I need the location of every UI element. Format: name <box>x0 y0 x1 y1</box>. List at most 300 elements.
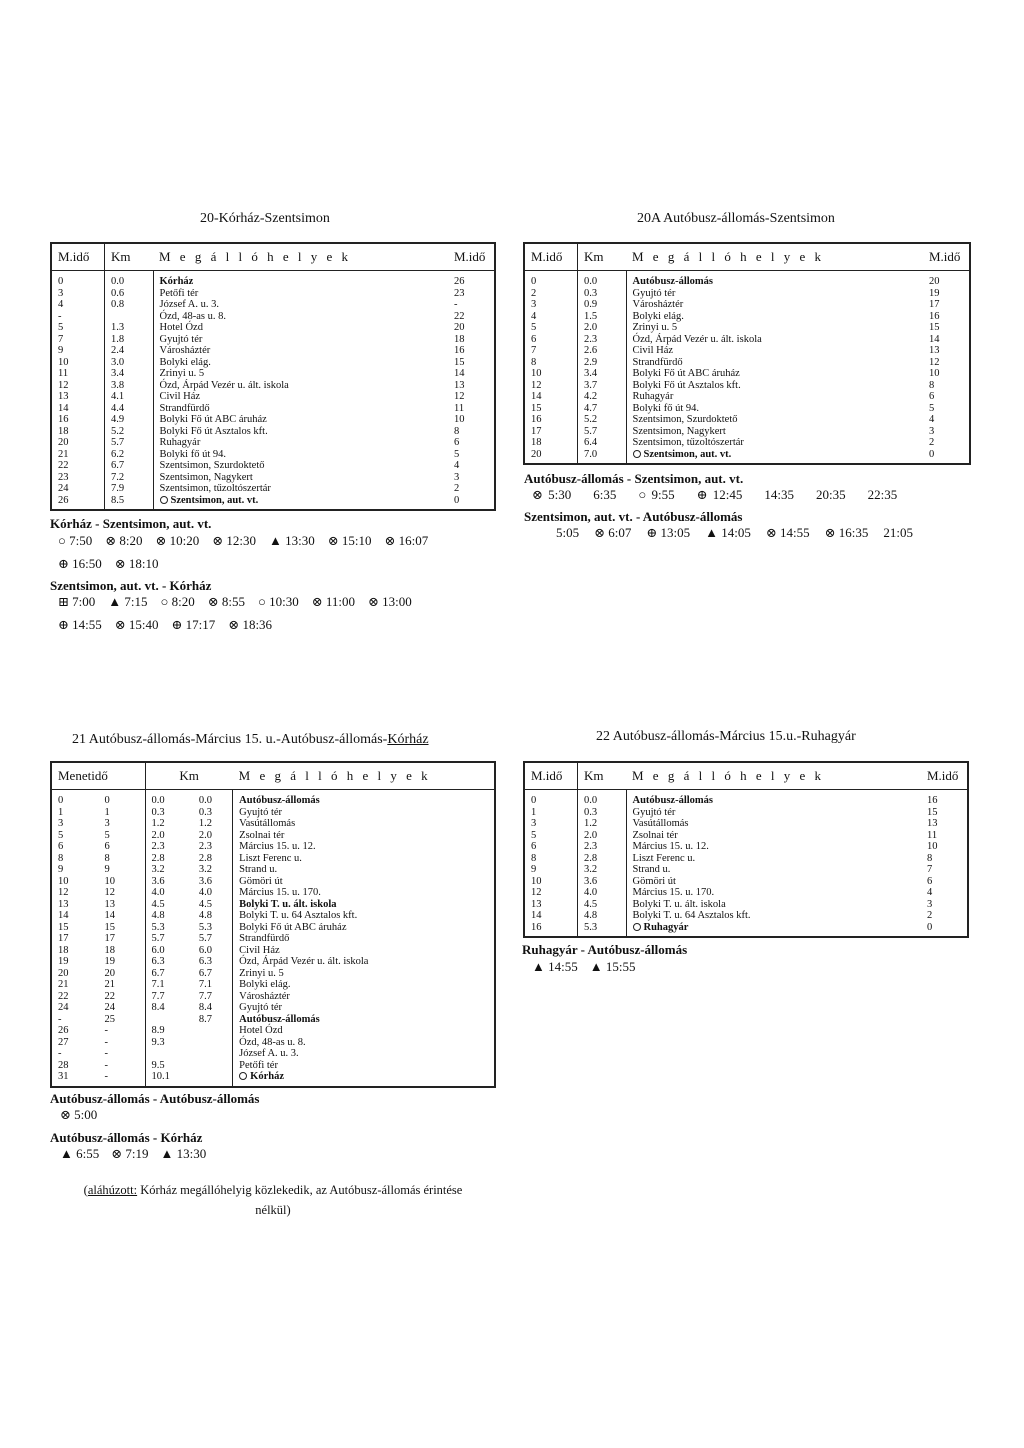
cell-value <box>193 1037 233 1049</box>
cell-value: 7.1 <box>151 979 165 990</box>
stop-name: Ózd, Árpád Vezér u. ált. iskola <box>626 334 923 346</box>
cell-value: 9.5 <box>151 1059 165 1071</box>
stop-name: Hotel Ózd <box>233 1025 495 1037</box>
table-row <box>524 449 970 465</box>
cell-value: 4.2 <box>584 391 598 402</box>
cell-value: 3.4 <box>111 368 125 379</box>
cell-value: 8.4 <box>198 1002 213 1013</box>
cell-value: 2.6 <box>584 345 598 356</box>
table-row <box>524 368 970 380</box>
route-21-dir2-departures <box>60 1146 218 1162</box>
cell-value: 2.3 <box>584 333 598 345</box>
cell-value: 16 <box>454 345 465 356</box>
table-21-title-underlined: Kórház <box>387 732 429 747</box>
cell-value: 3.6 <box>584 875 598 887</box>
col-header-stops: M e g á l l ó h e l y e k <box>626 243 923 271</box>
cell-value: 13 <box>58 898 69 910</box>
cell-value: 26 <box>454 276 465 287</box>
footnote-underlined-label: aláhúzott: <box>87 1183 138 1197</box>
cell-value: 18 <box>99 945 146 957</box>
cell-value: 15 <box>454 356 465 368</box>
table-row <box>524 271 970 288</box>
cell-value: 26 <box>51 495 105 511</box>
cell-value: 2 <box>454 483 460 494</box>
cell-value: 3.4 <box>584 368 598 379</box>
route-21-dir1-title: Autóbusz-állomás - Autóbusz-állomás <box>50 1091 260 1106</box>
departure-time: ⊕ 16:50 <box>58 556 102 571</box>
table-row <box>524 876 968 888</box>
stop-name: Strandfürdő <box>233 933 495 945</box>
cell-value: 6.3 <box>151 956 165 967</box>
cell-value: 1.2 <box>198 818 213 829</box>
col-header-stops: M e g á l l ó h e l y e k <box>233 762 495 790</box>
cell-value: 6.7 <box>111 460 125 471</box>
stop-name: Strandfürdő <box>153 403 448 415</box>
cell-value: 6 <box>99 841 146 853</box>
cell-value: 18 <box>454 333 465 345</box>
cell-value: 20 <box>524 449 578 465</box>
stop-name: Szentsimon, aut. vt. <box>153 495 448 511</box>
departure-time: ⊗ 5:00 <box>60 1107 98 1122</box>
stop-name: Zrinyi u. 5 <box>626 322 923 334</box>
stop-name: Városháztér <box>626 299 923 311</box>
cell-value: 1 <box>99 807 146 819</box>
cell-value: 4.8 <box>198 910 213 921</box>
stop-name: Gyujtó tér <box>626 288 923 300</box>
cell-value: 3 <box>927 898 933 910</box>
departure-time: ⊗ 12:30 <box>212 533 257 548</box>
cell-value: 16 <box>524 414 578 426</box>
cell-value <box>193 1025 233 1037</box>
table-row <box>51 887 495 899</box>
cell-value: 4.8 <box>151 910 165 921</box>
cell-value: 3.2 <box>151 864 165 875</box>
cell-value: 21 <box>58 979 69 990</box>
stop-name: Bolyki T. u. 64 Asztalos kft. <box>626 910 921 922</box>
table-row <box>524 426 970 438</box>
cell-value: 26 <box>58 1025 69 1036</box>
route-20-dir1-departures-2 <box>58 556 172 572</box>
cell-value: 6 <box>929 391 935 402</box>
stop-name: Bolyki Fő út ABC áruház <box>233 922 495 934</box>
cell-value: 5.2 <box>111 425 125 437</box>
cell-value: 0.0 <box>584 795 598 806</box>
col-header-travel-time-back: M.idő <box>923 243 970 271</box>
timetable-21 <box>50 761 496 1088</box>
cell-value: 8 <box>929 379 935 391</box>
cell-value: 12 <box>51 380 105 392</box>
table-row <box>51 945 495 957</box>
table-row <box>51 1014 495 1026</box>
stop-name: Autóbusz-állomás <box>233 1014 495 1026</box>
cell-value: 5 <box>454 448 460 460</box>
cell-value: 3.7 <box>584 379 598 391</box>
cell-value: 5.3 <box>151 921 165 933</box>
table-row <box>51 991 495 1003</box>
table-row <box>51 403 495 415</box>
cell-value: 12 <box>99 887 146 899</box>
cell-value: 5.3 <box>198 921 213 933</box>
cell-value: 8 <box>927 852 933 864</box>
cell-value: 6.7 <box>198 967 213 979</box>
cell-value: 14 <box>58 910 69 921</box>
cell-value: 3 <box>524 818 578 830</box>
cell-value: 20 <box>58 967 69 979</box>
departure-time: ▲ 15:55 <box>589 959 636 974</box>
cell-value: 6 <box>927 875 933 887</box>
table-row <box>524 380 970 392</box>
cell-value: 0 <box>524 790 578 807</box>
stop-name: Kórház <box>233 1071 495 1087</box>
table-row <box>524 841 968 853</box>
departure-time: ⊗ 8:20 <box>105 533 143 548</box>
table-row <box>51 933 495 945</box>
departure-time: ⊕ 17:17 <box>171 617 216 632</box>
stop-name: Zrinyi u. 5 <box>153 368 448 380</box>
stop-name: Március 15. u. 12. <box>626 841 921 853</box>
cell-value: 12 <box>58 887 69 898</box>
cell-value: 4.0 <box>584 887 598 898</box>
col-header-travel-time: M.idő <box>51 243 105 271</box>
stop-name: Autóbusz-állomás <box>233 790 495 807</box>
cell-value: 10 <box>524 368 578 380</box>
cell-value: 2.4 <box>111 345 125 356</box>
cell-value: 15 <box>927 806 938 818</box>
route-20-dir1-departures <box>58 533 441 549</box>
cell-value: 5.7 <box>151 933 165 944</box>
table-row <box>51 899 495 911</box>
cell-value: 6 <box>58 841 64 852</box>
cell-value: 12 <box>929 356 940 368</box>
table-row <box>524 414 970 426</box>
table-row <box>524 437 970 449</box>
cell-value: 4.5 <box>151 898 165 910</box>
col-header-stops: M e g á l l ó h e l y e k <box>153 243 448 271</box>
cell-value: 12 <box>524 887 578 899</box>
route-20a-dir2-title: Szentsimon, aut. vt. - Autóbusz-állomás <box>524 509 743 524</box>
table-row <box>51 288 495 300</box>
cell-value: 11 <box>927 829 938 841</box>
cell-value: 6.2 <box>111 448 125 460</box>
stop-name: Bolyki Fő út Asztalos kft. <box>153 426 448 438</box>
cell-value: 6.0 <box>151 944 165 956</box>
cell-value: 4 <box>524 311 578 323</box>
cell-value: 4 <box>51 299 105 311</box>
stop-name: Gyujtó tér <box>233 1002 495 1014</box>
cell-value: 5.7 <box>111 437 125 448</box>
cell-value: 18 <box>58 944 69 956</box>
cell-value: 23 <box>454 287 465 299</box>
table-row <box>51 299 495 311</box>
route-21-dir1-departures <box>60 1107 109 1123</box>
stop-name: Szentsimon, Szurdoktető <box>626 414 923 426</box>
stop-name: Petőfi tér <box>233 1060 495 1072</box>
col-header-travel-time: M.idő <box>524 243 578 271</box>
stop-name: Gömöri út <box>233 876 495 888</box>
stop-name: Ruhagyár <box>153 437 448 449</box>
cell-value: 14 <box>929 333 940 345</box>
table-row <box>51 437 495 449</box>
cell-value: 8 <box>99 853 146 865</box>
cell-value <box>105 311 154 323</box>
cell-value: 0.8 <box>111 299 125 310</box>
table-row <box>524 899 968 911</box>
stop-name: Bolyki T. u. ált. iskola <box>626 899 921 911</box>
cell-value: 4.4 <box>111 402 125 414</box>
cell-value: 2.3 <box>198 841 213 852</box>
stop-name: Civil Ház <box>153 391 448 403</box>
cell-value: 0.0 <box>151 795 165 806</box>
cell-value: 20 <box>929 276 940 287</box>
footnote-text: Kórház megállóhelyig közlekedik, az Autóbusz-állomás érintése <box>137 1183 463 1197</box>
terminus-icon <box>160 496 168 504</box>
stop-name: Bolyki fő út 94. <box>153 449 448 461</box>
route-20-dir2-departures-2 <box>58 617 285 633</box>
cell-value: 4.1 <box>111 391 125 402</box>
cell-value: 8.9 <box>151 1025 165 1036</box>
cell-value: 2.8 <box>584 852 598 864</box>
table-row <box>524 830 968 842</box>
stop-name: Városháztér <box>153 345 448 357</box>
cell-value: 2.0 <box>584 829 598 841</box>
cell-value: - <box>99 1048 146 1060</box>
departure-time: ⊕ 14:55 <box>58 617 102 632</box>
timetable-22 <box>523 761 969 938</box>
cell-value: 8.7 <box>198 1013 213 1025</box>
cell-value: 22 <box>51 460 105 472</box>
table-row <box>51 790 495 807</box>
cell-value: 7.9 <box>111 483 125 494</box>
cell-value: 27 <box>58 1036 69 1048</box>
cell-value <box>193 1071 233 1087</box>
stop-name: Gyujtó tér <box>626 807 921 819</box>
cell-value: 4.7 <box>584 402 598 414</box>
route-20-dir2-departures <box>58 594 425 610</box>
stop-name: Ózd, Árpád Vezér u. ált. iskola <box>233 956 495 968</box>
cell-value: 22 <box>99 991 146 1003</box>
cell-value: 18 <box>524 437 578 449</box>
timetable-20a <box>523 242 971 465</box>
cell-value: 8.4 <box>151 1002 165 1013</box>
cell-value: 18 <box>51 426 105 438</box>
table-row <box>51 271 495 288</box>
stop-name: József A. u. 3. <box>153 299 448 311</box>
cell-value: 22 <box>454 310 465 322</box>
cell-value: 25 <box>99 1014 146 1026</box>
departure-time: ⊞ 7:00 <box>58 594 96 609</box>
table-21-title-main: 21 Autóbusz-állomás-Március 15. u.-Autóbusz-állomás- <box>72 732 388 747</box>
table-row <box>524 922 968 938</box>
stop-name: Szentsimon, Szurdoktető <box>153 460 448 472</box>
cell-value: 3.6 <box>198 875 213 887</box>
col-header-travel-time: M.idő <box>524 762 578 790</box>
cell-value: 13 <box>927 818 938 829</box>
cell-value: 2 <box>929 437 935 448</box>
stop-name: Szentsimon, Nagykert <box>153 472 448 484</box>
cell-value: 0.3 <box>584 287 598 299</box>
cell-value: 5 <box>524 322 578 334</box>
cell-value: 10 <box>929 368 940 379</box>
cell-value: 14 <box>99 910 146 922</box>
route-22-dir1-title: Ruhagyár - Autóbusz-állomás <box>522 942 688 957</box>
cell-value: 3.0 <box>111 356 125 368</box>
stop-name: Civil Ház <box>626 345 923 357</box>
cell-value: 13 <box>99 899 146 911</box>
departure-time: ⊗ 14:55 <box>765 525 810 540</box>
departure-time: ⊗ 18:36 <box>228 617 273 632</box>
stop-name: Bolyki T. u. ált. iskola <box>233 899 495 911</box>
cell-value: 0.9 <box>584 299 598 310</box>
cell-value: 13 <box>524 899 578 911</box>
stop-name: Ózd, 48-as u. 8. <box>233 1037 495 1049</box>
stop-name: Ózd, 48-as u. 8. <box>153 311 448 323</box>
terminus-icon <box>239 1072 247 1080</box>
cell-value: 6.3 <box>198 956 213 967</box>
cell-value: 8.5 <box>111 494 125 506</box>
cell-value <box>145 1014 193 1026</box>
cell-value: 2.8 <box>198 852 213 864</box>
cell-value: 0.3 <box>151 806 165 818</box>
stop-name: Gyujtó tér <box>233 807 495 819</box>
cell-value: 0 <box>58 795 64 806</box>
table-row <box>51 368 495 380</box>
stop-name: József A. u. 3. <box>233 1048 495 1060</box>
table-row <box>524 910 968 922</box>
cell-value: 7 <box>524 345 578 357</box>
departure-time: ▲ 14:05 <box>705 525 751 540</box>
cell-value: 3.8 <box>111 379 125 391</box>
stop-name: Bolyki Fő út ABC áruház <box>626 368 923 380</box>
cell-value: 0.0 <box>198 795 213 806</box>
stop-name: Liszt Ferenc u. <box>233 853 495 865</box>
table-row <box>51 1060 495 1072</box>
stop-name: Március 15. u. 170. <box>626 887 921 899</box>
stop-name: Ruhagyár <box>626 922 921 938</box>
cell-value: 3.2 <box>198 864 213 875</box>
stop-name: Bolyki elág. <box>233 979 495 991</box>
cell-value: 6 <box>524 334 578 346</box>
table-row <box>51 460 495 472</box>
stop-name: Vasútállomás <box>626 818 921 830</box>
departure-time: 21:05 <box>883 525 914 540</box>
cell-value: 3 <box>929 425 935 437</box>
departure-time: ⊗ 16:35 <box>824 525 869 540</box>
cell-value: 4.5 <box>584 898 598 910</box>
table-row <box>51 1037 495 1049</box>
departure-time: ⊗ 15:40 <box>114 617 159 632</box>
cell-value: 4 <box>927 887 933 898</box>
cell-value: - <box>99 1025 146 1037</box>
cell-value: 23 <box>51 472 105 484</box>
departure-time: ⊗ 13:00 <box>367 594 412 609</box>
cell-value: - <box>99 1037 146 1049</box>
cell-value: 14 <box>51 403 105 415</box>
departure-time: ⊗ 16:07 <box>384 533 429 548</box>
stop-name: Liszt Ferenc u. <box>626 853 921 865</box>
cell-value: 5.7 <box>198 933 213 944</box>
cell-value: 4.8 <box>584 910 598 921</box>
cell-value: 17 <box>99 933 146 945</box>
cell-value: 15 <box>58 921 69 933</box>
cell-value: 7.1 <box>198 979 213 990</box>
departure-time: ▲ 7:15 <box>108 594 148 609</box>
table-row <box>51 483 495 495</box>
cell-value: - <box>51 311 105 323</box>
cell-value: 10 <box>524 876 578 888</box>
cell-value: 16 <box>524 922 578 938</box>
table-row <box>524 322 970 334</box>
cell-value: 3 <box>454 471 460 483</box>
cell-value: 10 <box>927 841 938 852</box>
cell-value: 5 <box>524 830 578 842</box>
stop-name: Kórház <box>153 271 448 288</box>
cell-value: 8 <box>524 357 578 369</box>
table-row <box>51 876 495 888</box>
table-row <box>51 1002 495 1014</box>
cell-value: - <box>58 1048 62 1059</box>
stop-name: Ózd, Árpád Vezér u. ált. iskola <box>153 380 448 392</box>
cell-value: 1 <box>58 806 64 818</box>
table-21-title <box>72 732 429 748</box>
cell-value: 15 <box>99 922 146 934</box>
table-row <box>51 426 495 438</box>
cell-value: 3 <box>51 288 105 300</box>
departure-time: ⊗ 6:07 <box>594 525 632 540</box>
table-row <box>51 853 495 865</box>
cell-value: 13 <box>454 379 465 391</box>
cell-value: 5.7 <box>584 425 598 437</box>
cell-value: 1.5 <box>584 310 598 322</box>
stop-name: Bolyki T. u. 64 Asztalos kft. <box>233 910 495 922</box>
table-row <box>51 956 495 968</box>
cell-value: 0.0 <box>111 276 125 287</box>
col-header-km: Km <box>145 762 233 790</box>
cell-value: 22 <box>58 990 69 1002</box>
departure-time: ⊗ 8:55 <box>207 594 245 609</box>
departure-time: ▲ 6:55 <box>60 1146 100 1161</box>
route-22-dir1-departures <box>532 959 647 975</box>
table-row <box>524 853 968 865</box>
table-22-title: 22 Autóbusz-állomás-Március 15.u.-Ruhagyár <box>596 729 856 744</box>
table-row <box>51 910 495 922</box>
cell-value: 8 <box>58 852 64 864</box>
stop-name: Bolyki elág. <box>626 311 923 323</box>
cell-value: - <box>99 1071 146 1087</box>
cell-value: 1.2 <box>584 818 598 829</box>
cell-value: 15 <box>524 403 578 415</box>
table-row <box>51 818 495 830</box>
cell-value: 31 <box>58 1071 69 1082</box>
cell-value: 0.3 <box>198 806 213 818</box>
cell-value: 17 <box>58 933 69 944</box>
stop-name: Ruhagyár <box>626 391 923 403</box>
stop-name: Városháztér <box>233 991 495 1003</box>
cell-value: 9 <box>58 864 64 875</box>
cell-value: - <box>58 1013 62 1025</box>
cell-value: 12 <box>524 380 578 392</box>
cell-value: 5 <box>99 830 146 842</box>
cell-value: 2 <box>927 910 933 921</box>
stop-name: Szentsimon, Nagykert <box>626 426 923 438</box>
cell-value: 21 <box>99 979 146 991</box>
stop-name: Strand u. <box>626 864 921 876</box>
col-header-stops: M e g á l l ó h e l y e k <box>626 762 921 790</box>
stop-name: Autóbusz-állomás <box>626 271 923 288</box>
table-row <box>524 790 968 807</box>
stop-name: Bolyki Fő út ABC áruház <box>153 414 448 426</box>
cell-value: - <box>454 299 458 310</box>
cell-value: 9.3 <box>151 1036 165 1048</box>
